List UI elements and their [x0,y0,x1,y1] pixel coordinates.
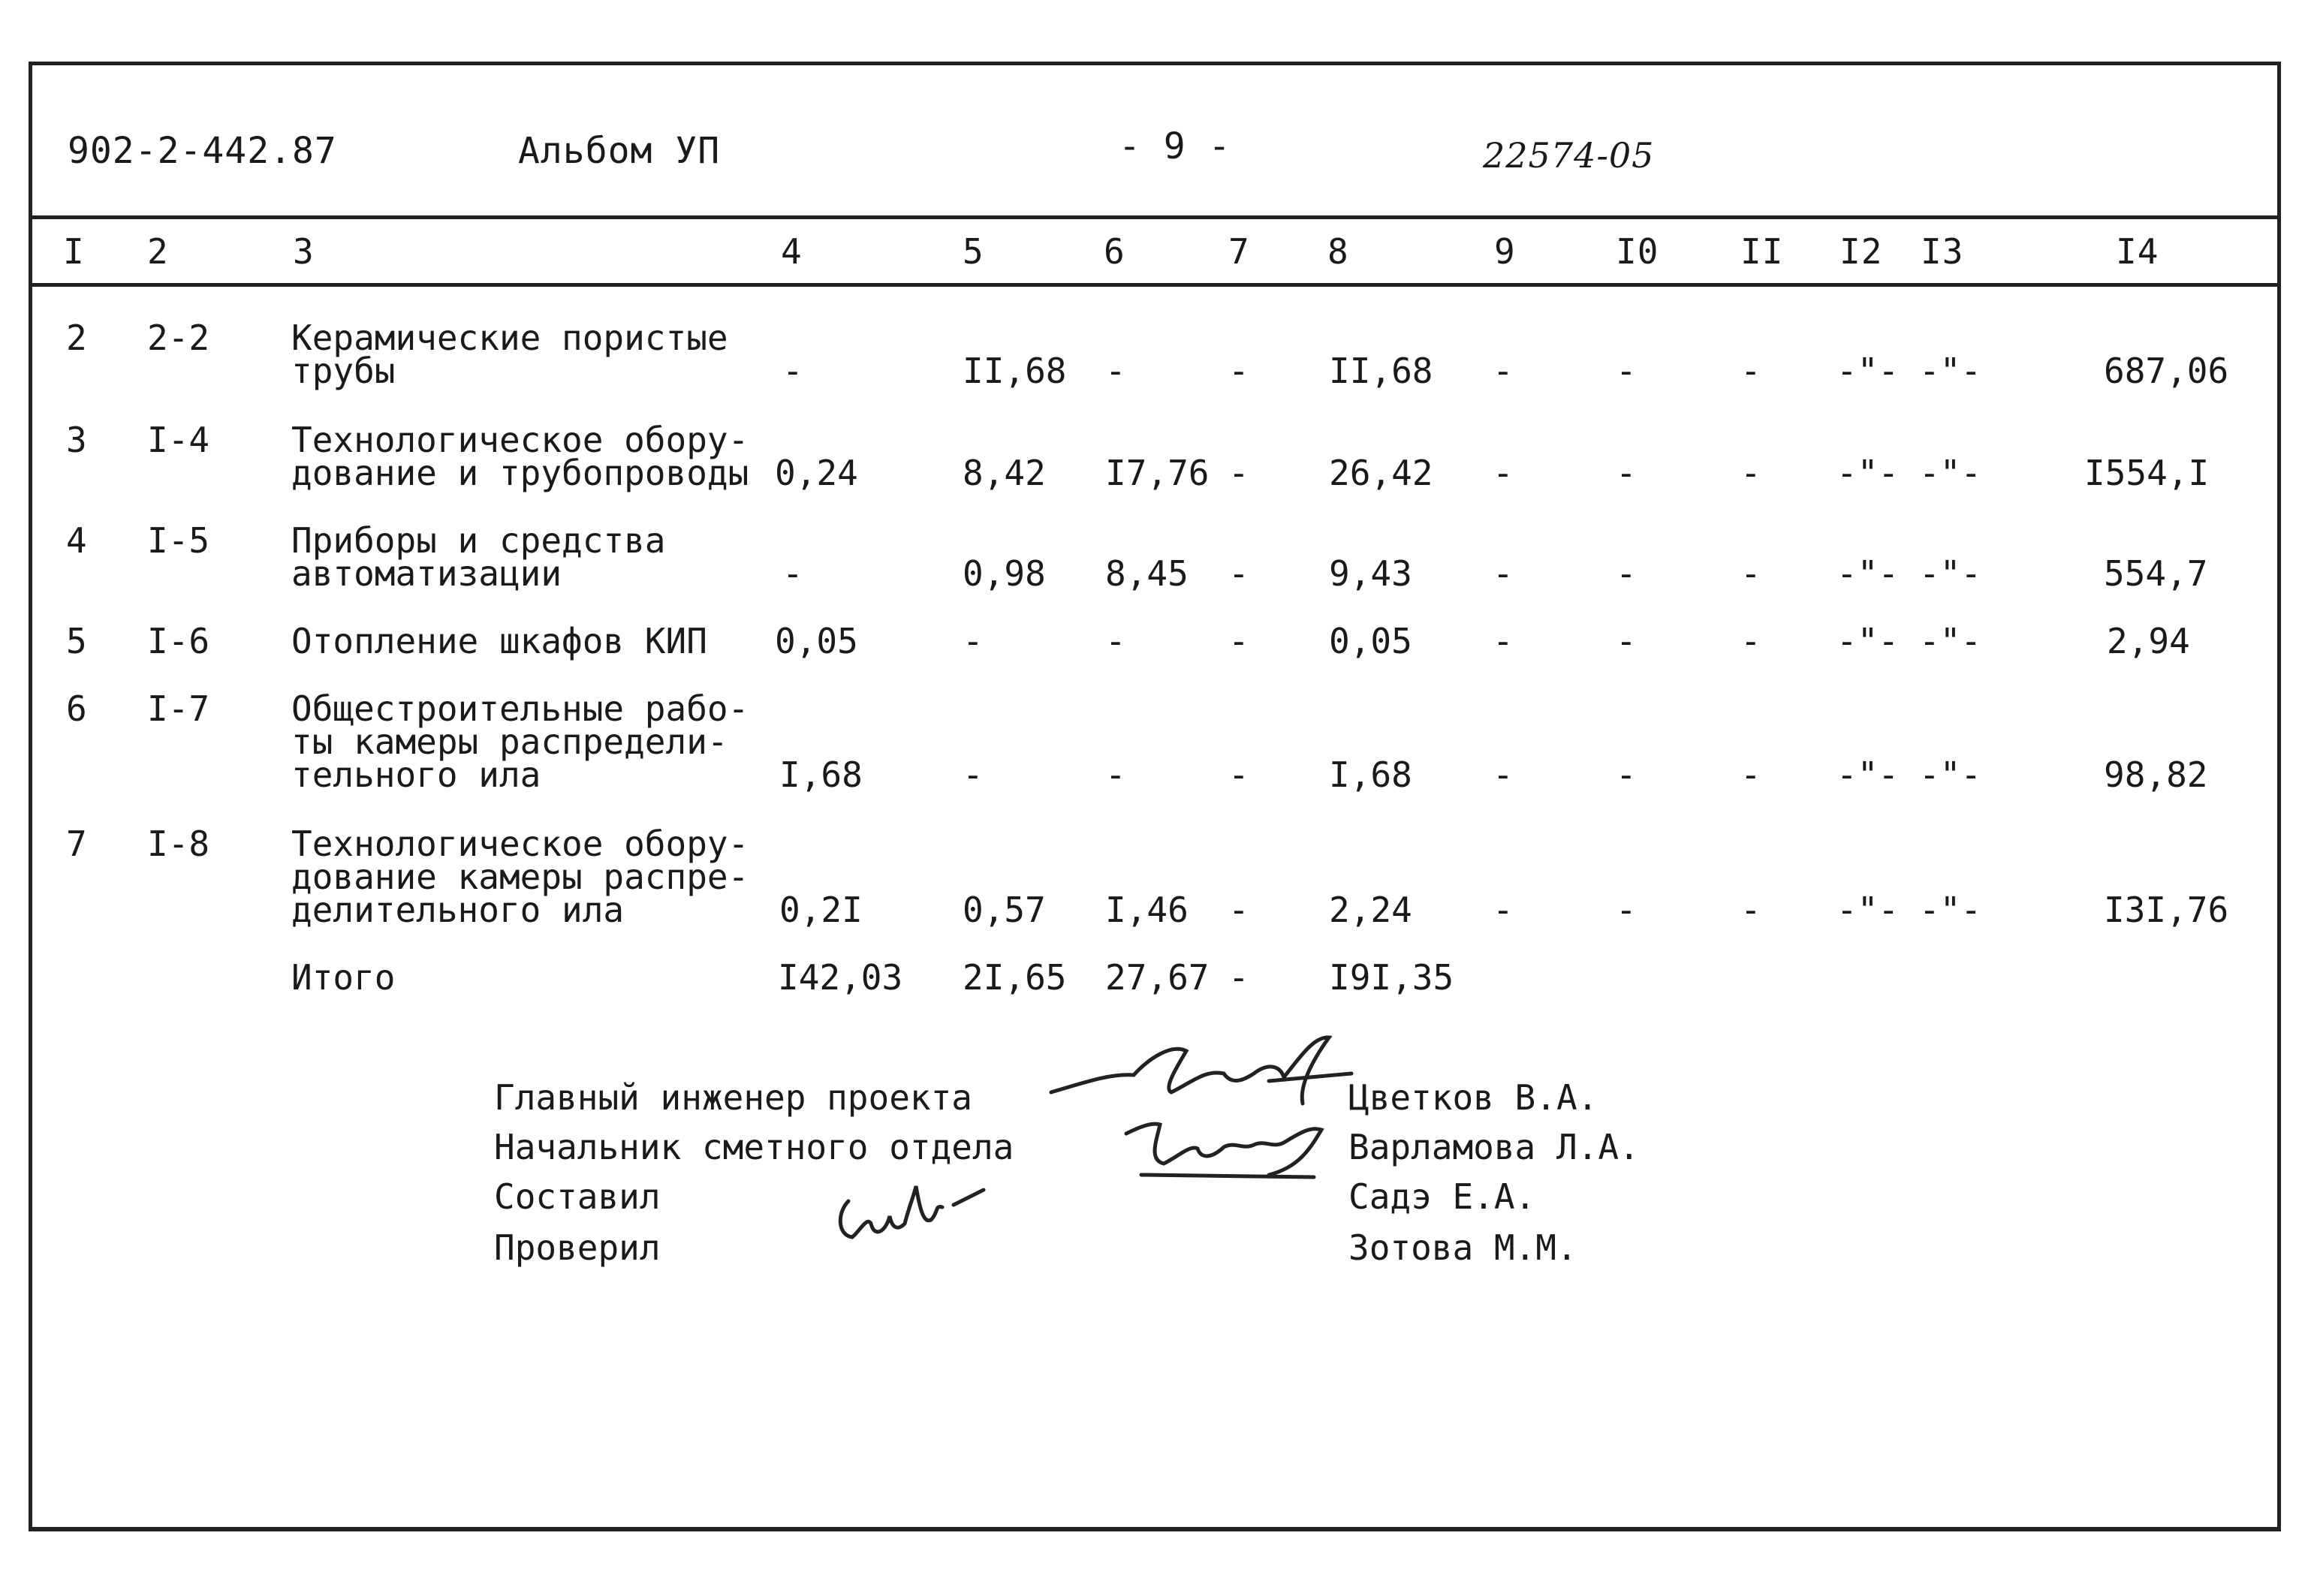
table-row-6-col13: -"- [1919,890,1982,930]
table-row-3-col10: - [1616,553,1637,594]
table-row-4-col11: - [1740,621,1761,661]
table-row-4-col14: 2,94 [2107,621,2190,661]
table-row-5-col6: - [1105,754,1126,795]
table-row-1-col14: 687,06 [2104,351,2229,391]
signature-name-2: Варламова Л.А. [1348,1127,1640,1167]
table-row-5-ref: I-7 [147,688,210,729]
total-label: Итого [291,957,396,998]
table-row-6-num: 7 [66,824,87,864]
table-row-6-col7: - [1228,890,1249,930]
table-row-6-col12: -"- [1836,890,1900,930]
table-row-1-col6: - [1105,351,1126,391]
column-header-3: 3 [293,231,315,272]
column-header-12: I2 [1839,231,1883,272]
table-row-6-col9: - [1493,890,1514,930]
table-row-3-col6: 8,45 [1105,553,1189,594]
table-row-5-col13: -"- [1919,754,1982,795]
table-row-1-col13: -"- [1919,351,1982,391]
total-col7: - [1228,957,1249,998]
total-col6: 27,67 [1105,957,1210,998]
signature-role-2: Начальник сметного отдела [494,1127,1014,1167]
table-row-4-col7: - [1228,621,1249,661]
column-header-2: 2 [147,231,169,272]
table-row-4-desc-line-1: Отопление шкафов КИП [291,621,707,661]
table-row-6-ref: I-8 [147,824,210,864]
stamp-number: 22574-05 [1483,135,1655,176]
table-row-1-col8: II,68 [1329,351,1433,391]
column-header-8: 8 [1327,231,1349,272]
table-row-3-num: 4 [66,520,87,561]
table-row-1-num: 2 [66,318,87,358]
table-row-1-col4: - [782,351,803,391]
table-row-5-desc-line-1: Общестроительные рабо- [291,688,749,729]
column-header-1: I [63,231,85,272]
column-header-6: 6 [1104,231,1125,272]
table-row-3-col8: 9,43 [1329,553,1412,594]
table-row-6-desc-line-3: делительного ила [291,890,625,930]
table-row-1-col11: - [1740,351,1761,391]
table-row-2-col10: - [1616,453,1637,493]
table-row-1-desc-line-1: Керамические пористые [291,318,728,358]
table-row-1-col10: - [1616,351,1637,391]
table-row-3-col13: -"- [1919,553,1982,594]
table-row-6-col4: 0,2I [779,890,863,930]
table-row-4-col13: -"- [1919,621,1982,661]
table-row-1-desc-line-2: трубы [291,351,396,391]
table-row-6-col14: I3I,76 [2104,890,2229,930]
table-row-3-col14: 554,7 [2104,553,2208,594]
table-row-4-num: 5 [66,621,87,661]
total-col5: 2I,65 [963,957,1067,998]
signature-name-3: Садэ Е.А. [1348,1176,1536,1217]
table-row-4-col8: 0,05 [1329,621,1412,661]
column-header-11: II [1740,231,1784,272]
column-header-14: I4 [2116,231,2159,272]
table-row-6-col8: 2,24 [1329,890,1412,930]
table-row-4-col5: - [963,621,984,661]
table-row-6-col5: 0,57 [963,890,1046,930]
signature-name-1: Цветков В.А. [1348,1077,1598,1118]
table-row-5-desc-line-3: тельного ила [291,754,541,795]
total-col8: I9I,35 [1329,957,1454,998]
table-row-2-desc-line-2: дование и трубопроводы [291,453,749,493]
table-row-6-col11: - [1740,890,1761,930]
table-row-5-col4: I,68 [779,754,863,795]
table-row-2-col4: 0,24 [775,453,858,493]
column-header-9: 9 [1494,231,1516,272]
document-code: 902-2-442.87 [68,130,337,172]
handwritten-signature-3 [826,1171,991,1254]
table-row-5-col14: 98,82 [2104,754,2208,795]
table-row-2-col8: 26,42 [1329,453,1433,493]
signature-name-4: Зотова М.М. [1348,1227,1577,1268]
table-row-2-num: 3 [66,420,87,460]
table-row-1-col9: - [1493,351,1514,391]
table-row-6-desc-line-1: Технологическое обору- [291,824,749,864]
table-row-5-col10: - [1616,754,1637,795]
signature-role-1: Главный инженер проекта [494,1077,972,1118]
signature-role-4: Проверил [494,1227,661,1268]
table-row-6-desc-line-2: дование камеры распре- [291,857,749,897]
table-row-5-col11: - [1740,754,1761,795]
table-row-2-col7: - [1228,453,1249,493]
table-row-4-col10: - [1616,621,1637,661]
table-row-3-col12: -"- [1836,553,1900,594]
page-number: - 9 - [1119,125,1231,167]
table-row-5-col5: - [963,754,984,795]
table-row-1-col12: -"- [1836,351,1900,391]
table-row-2-col13: -"- [1919,453,1982,493]
table-row-3-col7: - [1228,553,1249,594]
total-col4: I42,03 [778,957,903,998]
album-title: Альбом УП [518,130,721,172]
column-header-5: 5 [963,231,984,272]
table-row-3-col5: 0,98 [963,553,1046,594]
table-row-3-desc-line-1: Приборы и средства [291,520,666,561]
table-row-2-ref: I-4 [147,420,210,460]
handwritten-signature-2 [1119,1104,1344,1186]
table-row-2-desc-line-1: Технологическое обору- [291,420,749,460]
table-row-5-num: 6 [66,688,87,729]
column-header-13: I3 [1921,231,1964,272]
header-rule-top [29,215,2281,219]
table-row-4-col6: - [1105,621,1126,661]
table-row-2-col9: - [1493,453,1514,493]
table-row-1-ref: 2-2 [147,318,210,358]
table-row-2-col12: -"- [1836,453,1900,493]
table-row-3-col11: - [1740,553,1761,594]
table-row-4-ref: I-6 [147,621,210,661]
column-header-10: I0 [1616,231,1659,272]
table-row-1-col5: II,68 [963,351,1067,391]
header-rule-bottom [29,283,2281,287]
table-row-5-desc-line-2: ты камеры распредели- [291,721,728,762]
column-header-7: 7 [1228,231,1250,272]
table-row-2-col6: I7,76 [1105,453,1210,493]
column-header-4: 4 [781,231,803,272]
table-row-5-col8: I,68 [1329,754,1412,795]
table-row-6-col10: - [1616,890,1637,930]
table-row-2-col14: I554,I [2084,453,2210,493]
table-row-6-col6: I,46 [1105,890,1189,930]
table-row-5-col7: - [1228,754,1249,795]
table-row-4-col9: - [1493,621,1514,661]
table-row-5-col12: -"- [1836,754,1900,795]
table-row-5-col9: - [1493,754,1514,795]
table-row-4-col4: 0,05 [775,621,858,661]
table-row-4-col12: -"- [1836,621,1900,661]
table-row-2-col5: 8,42 [963,453,1046,493]
table-row-3-desc-line-2: автоматизации [291,553,562,594]
table-row-1-col7: - [1228,351,1249,391]
page-frame [29,62,2281,1531]
signature-role-3: Составил [494,1176,661,1217]
table-row-3-col9: - [1493,553,1514,594]
table-row-3-col4: - [782,553,803,594]
table-row-3-ref: I-5 [147,520,210,561]
table-row-2-col11: - [1740,453,1761,493]
